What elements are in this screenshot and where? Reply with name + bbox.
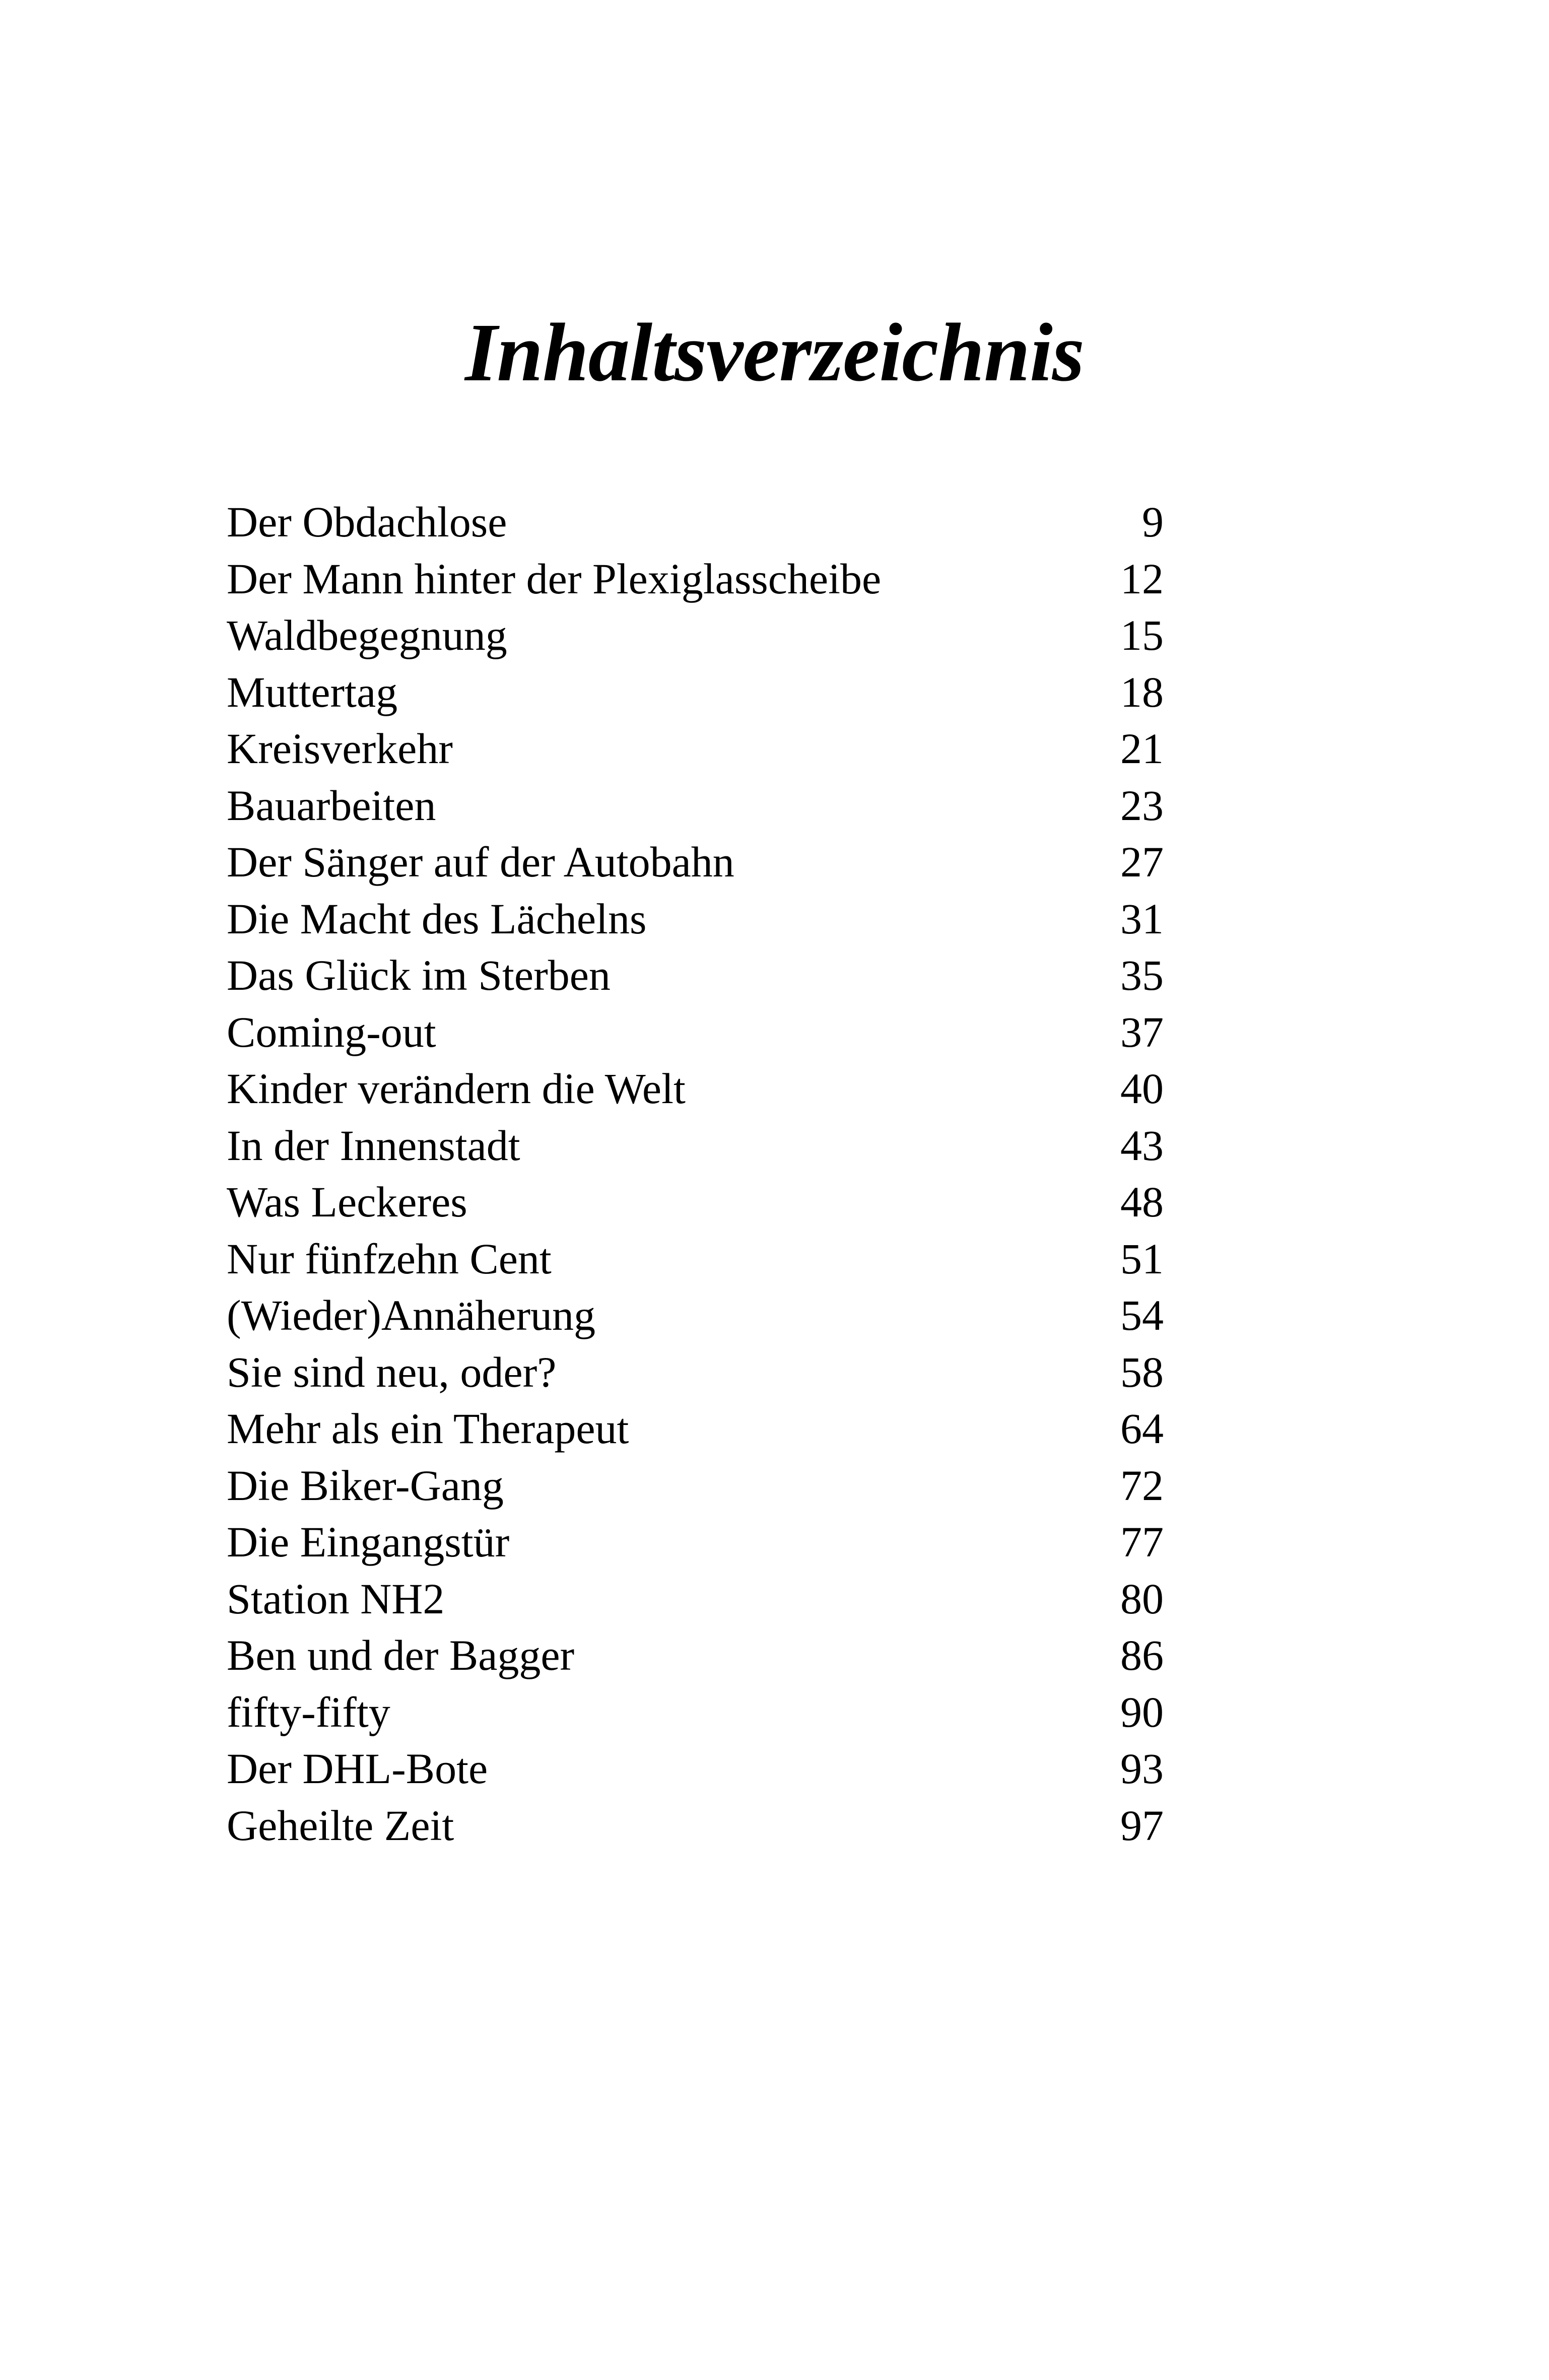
toc-entry-title: Coming-out — [227, 1007, 436, 1056]
toc-entry-page-number: 21 — [1120, 724, 1164, 773]
toc-entry-page-number: 90 — [1120, 1687, 1164, 1736]
toc-entry-title: Was Leckeres — [227, 1178, 467, 1226]
toc-entry — [227, 720, 1164, 777]
toc-entry — [227, 834, 1164, 891]
toc-entry-page-number: 12 — [1120, 554, 1164, 603]
toc-entry-title: Der DHL-Bote — [227, 1744, 488, 1793]
toc-entry — [227, 1231, 1164, 1287]
toc-entry-page-number: 64 — [1120, 1404, 1164, 1453]
toc-entry — [227, 607, 1164, 664]
toc-entry — [227, 1514, 1164, 1571]
toc-entry-page-number: 97 — [1120, 1801, 1164, 1850]
toc-entry-page-number: 43 — [1120, 1121, 1164, 1170]
toc-entry-title: (Wieder)Annäherung — [227, 1291, 595, 1339]
toc-entry — [227, 1287, 1164, 1344]
toc-entry-title: Kreisverkehr — [227, 724, 453, 773]
toc-entry-page-number: 27 — [1120, 838, 1164, 886]
toc-entry-page-number: 58 — [1120, 1347, 1164, 1396]
toc-entry — [227, 1400, 1164, 1457]
toc-entry-page-number: 54 — [1120, 1291, 1164, 1339]
toc-entry-title: Nur fünfzehn Cent — [227, 1234, 552, 1283]
toc-entry — [227, 1684, 1164, 1741]
toc-entry — [227, 1344, 1164, 1401]
toc-entry-title: Kinder verändern die Welt — [227, 1064, 686, 1113]
toc-entry-title: Die Eingangstür — [227, 1518, 510, 1566]
toc-entry — [227, 1174, 1164, 1231]
toc-entry-page-number: 40 — [1120, 1064, 1164, 1113]
toc-entry — [227, 777, 1164, 834]
toc-entry-title: Das Glück im Sterben — [227, 951, 611, 999]
toc-entry-page-number: 15 — [1120, 611, 1164, 659]
toc-entry — [227, 1060, 1164, 1117]
toc-entry — [227, 947, 1164, 1004]
toc-entry — [227, 1457, 1164, 1514]
toc-entry — [227, 1117, 1164, 1174]
toc-entry — [227, 494, 1164, 551]
toc-entry — [227, 1797, 1164, 1854]
toc-entry-page-number: 80 — [1120, 1574, 1164, 1623]
toc-entry-title: Die Biker-Gang — [227, 1461, 504, 1510]
toc-entry — [227, 1627, 1164, 1684]
toc-entry-title: Der Sänger auf der Autobahn — [227, 838, 734, 886]
toc-entry — [227, 664, 1164, 721]
page-title: Inhaltsverzeichnis — [465, 306, 1084, 398]
toc-entry — [227, 551, 1164, 607]
toc-entry — [227, 1740, 1164, 1797]
toc-entry-title: Der Obdachlose — [227, 498, 507, 546]
toc-entry — [227, 1004, 1164, 1061]
table-of-contents — [227, 494, 1164, 1854]
toc-entry-page-number: 51 — [1120, 1234, 1164, 1283]
toc-entry-title: Mehr als ein Therapeut — [227, 1404, 629, 1453]
toc-entry-page-number: 77 — [1120, 1518, 1164, 1566]
toc-entry-page-number: 9 — [1142, 498, 1164, 546]
toc-entry-title: Waldbegegnung — [227, 611, 507, 659]
toc-entry-page-number: 31 — [1120, 894, 1164, 943]
toc-entry-title: Die Macht des Lächelns — [227, 894, 647, 943]
toc-entry-title: In der Innenstadt — [227, 1121, 520, 1170]
toc-entry-title: fifty-fifty — [227, 1687, 390, 1736]
toc-entry-title: Sie sind neu, oder? — [227, 1347, 557, 1396]
toc-entry — [227, 1571, 1164, 1627]
toc-entry-page-number: 23 — [1120, 781, 1164, 830]
toc-entry-page-number: 37 — [1120, 1007, 1164, 1056]
toc-entry-page-number: 86 — [1120, 1631, 1164, 1679]
toc-entry-title: Ben und der Bagger — [227, 1631, 575, 1679]
toc-entry-title: Muttertag — [227, 667, 398, 716]
toc-entry-page-number: 72 — [1120, 1461, 1164, 1510]
toc-entry-title: Station NH2 — [227, 1574, 445, 1623]
toc-entry-page-number: 48 — [1120, 1178, 1164, 1226]
toc-entry-title: Geheilte Zeit — [227, 1801, 454, 1850]
toc-entry — [227, 891, 1164, 947]
toc-entry-page-number: 35 — [1120, 951, 1164, 999]
toc-entry-title: Der Mann hinter der Plexiglasscheibe — [227, 554, 882, 603]
toc-entry-title: Bauarbeiten — [227, 781, 436, 830]
toc-entry-page-number: 93 — [1120, 1744, 1164, 1793]
toc-entry-page-number: 18 — [1120, 667, 1164, 716]
